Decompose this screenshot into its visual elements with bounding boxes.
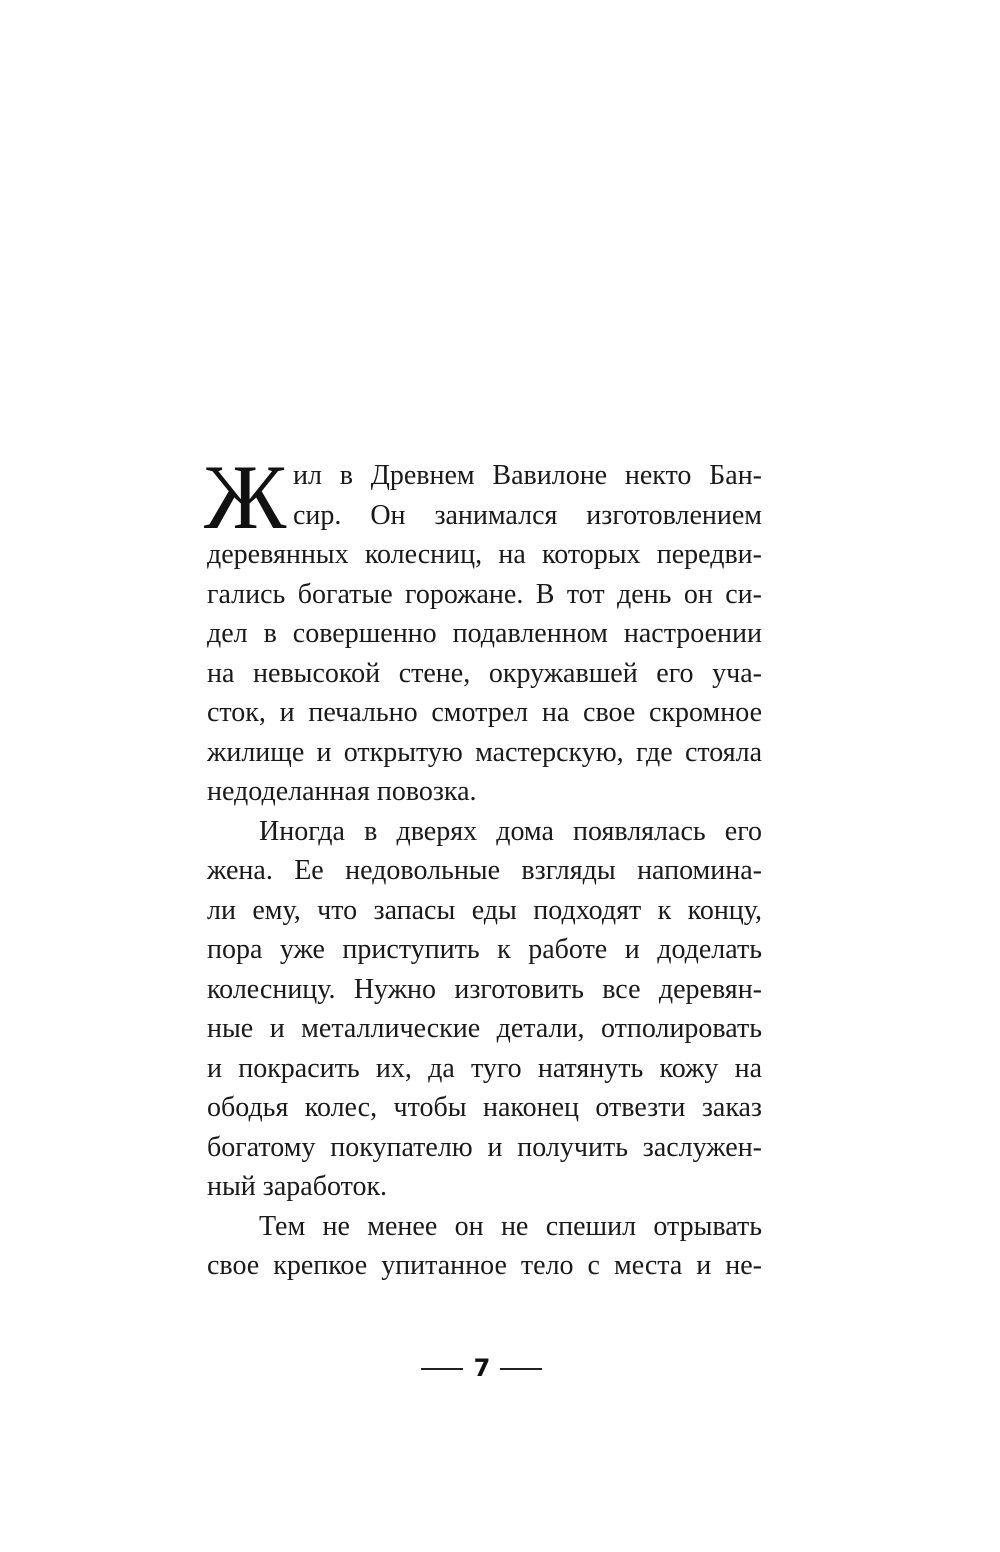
drop-cap: Ж [204, 446, 287, 548]
text-line: сток, и печально смотрел на свое скромное [207, 697, 762, 728]
text-line: гались богатые горожане. В тот день он си- [207, 578, 762, 610]
text-line: дел в совершенно подавленном настроении [207, 618, 762, 649]
text-line: ил в Древнем Вавилоне некто Бан- [293, 460, 762, 491]
text-line: деревянных колесниц, на которых передви- [207, 539, 762, 570]
page-footer [0, 1350, 1000, 1386]
text-line: сир. Он занимался изготовлением [293, 499, 762, 531]
text-line: недоделанная повозка. [207, 776, 477, 807]
text-line: жилище и открытую мастерскую, где стояла [207, 736, 762, 768]
text-line: ли ему, что запасы еды подходят к концу, [207, 894, 762, 926]
text-line: на невысокой стене, окружавшей его уча- [207, 657, 762, 689]
text-line: жена. Ее недовольные взгляды напомина- [207, 855, 762, 886]
text-line: Тем не менее он не спешил отрывать [259, 1210, 762, 1242]
body-text [207, 456, 762, 1286]
text-line: колесницу. Нужно изготовить все деревян- [207, 973, 762, 1005]
text-line: богатому покупателю и получить заслужен- [207, 1131, 762, 1163]
text-line: и покрасить их, да туго натянуть кожу на [207, 1052, 762, 1084]
folio-rule-right [500, 1368, 542, 1370]
text-line: ный заработок. [207, 1171, 388, 1202]
text-line: свое крепкое упитанное тело с места и не- [207, 1250, 762, 1281]
text-line: ные и металлические детали, отполировать [207, 1013, 762, 1044]
text-line: ободья колес, чтобы наконец отвезти заказ [207, 1092, 762, 1123]
text-line: Иногда в дверях дома появлялась его [259, 815, 762, 847]
folio-rule-left [421, 1368, 463, 1370]
page-number: 7 [473, 1354, 491, 1382]
text-line: пора уже приступить к работе и доделать [207, 934, 762, 965]
